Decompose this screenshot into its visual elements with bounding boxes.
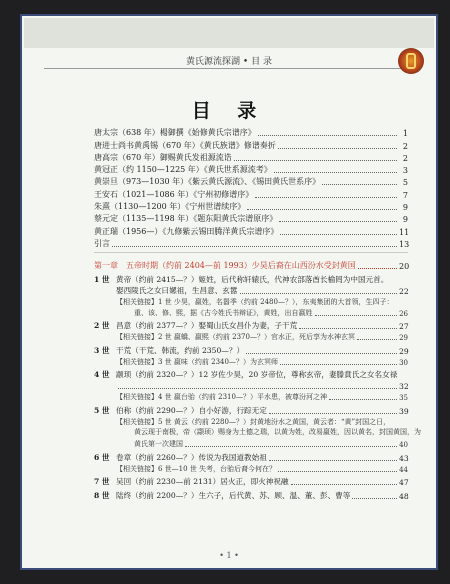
logo-emblem (398, 48, 424, 74)
generation-entry[interactable] (94, 273, 408, 285)
related-link-continuation (94, 307, 408, 318)
leader-dots (279, 221, 397, 222)
generation-entry[interactable] (94, 320, 408, 332)
page-number: 9 (402, 215, 408, 225)
toc-entry[interactable] (94, 237, 408, 249)
entry-continuation (94, 380, 408, 391)
toc-entry[interactable] (94, 151, 408, 163)
leader-dots (352, 498, 397, 499)
toc-entries (94, 126, 421, 501)
leader-dots (269, 460, 397, 461)
generation-entry[interactable] (94, 451, 408, 463)
page-number: 2 (402, 141, 408, 151)
page-number: 22 (399, 286, 409, 296)
page-number: 39 (399, 406, 409, 416)
leader-dots (357, 339, 397, 340)
generation-entry[interactable] (94, 369, 408, 381)
leader-dots (255, 197, 397, 198)
entry-text: 陆终（约前 2200—？）生六子，后代黄、苏、顾、温、董、彭、曹等 (116, 490, 351, 500)
link-text: 【相关链接】1 世 少昊，嬴姓，名嚣季（约前 2480—？），东夷集团的大首领，生四子： (116, 297, 394, 306)
page-number: 3 (402, 166, 408, 176)
generation-number: 2 世 (94, 321, 110, 331)
page-number: 48 (399, 491, 409, 501)
page-number: 40 (399, 440, 408, 449)
related-link-entry[interactable] (94, 296, 408, 307)
page-number: 5 (402, 178, 408, 188)
page-number: 43 (399, 453, 409, 463)
entry-text: 引言 (94, 238, 110, 248)
page-number: 11 (399, 227, 410, 237)
page-number: 13 (399, 239, 410, 249)
page-number: 9 (402, 203, 408, 213)
logo-mark-icon (406, 53, 416, 69)
page-number: 35 (399, 394, 408, 403)
page-number: 7 (402, 190, 408, 200)
generation-entry[interactable] (94, 476, 408, 488)
page-number: 26 (399, 309, 408, 318)
related-link-continuation (94, 438, 408, 449)
related-link-entry[interactable] (94, 463, 408, 474)
generation-number: 7 世 (94, 477, 110, 487)
leader-dots (240, 293, 398, 294)
toc-entry[interactable] (94, 187, 408, 199)
generation-number: 6 世 (94, 452, 110, 462)
toc-entry[interactable] (94, 138, 408, 150)
entry-continuation (94, 285, 408, 296)
leader-dots (291, 484, 397, 485)
generation-number: 8 世 (94, 490, 110, 500)
leader-dots (315, 315, 398, 316)
leader-dots (185, 446, 397, 447)
leader-dots (246, 353, 397, 354)
running-header: 黄氏源流探湖 • 目 录 (186, 57, 272, 67)
leader-dots (299, 328, 397, 329)
leader-dots (278, 148, 397, 149)
page-number: 47 (399, 478, 409, 488)
toc-entry[interactable] (94, 200, 408, 212)
generation-number: 1 世 (94, 274, 110, 284)
leader-dots (269, 413, 397, 414)
leader-dots (329, 399, 397, 400)
leader-dots (322, 184, 397, 185)
section-rule (94, 252, 408, 253)
entry-text: 唐太宗（638 年）楊御撰《始修黄氏宗谱序》 (94, 128, 256, 138)
page-number: 44 (399, 465, 408, 474)
entry-text: 唐进士尚书黄禹锡（670 年）《黄氏族谱》修谱奏折 (94, 140, 276, 150)
toc-entry[interactable] (94, 224, 408, 236)
toc-entry[interactable] (94, 126, 408, 138)
generation-entry[interactable] (94, 489, 408, 501)
leader-dots (280, 364, 397, 365)
generation-number: 5 世 (94, 405, 110, 415)
page-header-band (24, 18, 434, 48)
link-text: 【相关链接】4 世 嬴台骀（约前 2310—？）平水患，被尊汾河之神 (116, 393, 327, 402)
page-footer-number: • 1 • (219, 551, 239, 560)
leader-dots (258, 135, 397, 136)
link-text: 重、该、修、熙，据《古今姓氏书辩证》，黄姓，出自嬴姓 (134, 308, 313, 317)
entry-text: 吴回（约前 2230—前 2131）居火正，即火神祝融 (116, 477, 289, 487)
leader-dots (112, 246, 397, 247)
header-rule (44, 68, 414, 69)
entry-text: 昌意（约前 2377—？）娶蜀山氏女昌仆为妻，子干荒 (116, 321, 298, 331)
entry-text: 黄崇旦（973—1030 年）《紫云黄氏源流》、《锡田黄氏世系序》 (94, 177, 321, 187)
toc-entry[interactable] (94, 175, 408, 187)
entry-text: 黄帝（约前 2415—？）姬姓，后代称轩辕氏，代神农部落酋长榆罔为中国元首。 (116, 274, 389, 284)
page-number: 32 (399, 382, 409, 392)
leader-dots (274, 172, 397, 173)
chapter-title: 第一章 五帝时期（约前 2404—前 1993）少昊后裔在山西汾水受封黄国 (94, 260, 356, 270)
link-text: 黄氏第一次建国 (134, 439, 183, 448)
entry-text: 伯称（约前 2290—？）自小好游，行踪无定 (116, 405, 267, 415)
related-link-entry[interactable] (94, 331, 408, 342)
page-number: 20 (399, 261, 410, 271)
related-link-entry[interactable] (94, 391, 408, 402)
generation-entry[interactable] (94, 404, 408, 416)
generation-number: 3 世 (94, 345, 110, 355)
toc-entry[interactable] (94, 212, 408, 224)
entry-text: 蔡元定（1135—1198 年）《题东阳黄氏宗谱原序》 (94, 214, 278, 224)
page-number: 29 (399, 334, 408, 343)
page-number: 30 (399, 358, 408, 367)
page-number: 27 (399, 322, 409, 332)
related-link-continuation: 黄云现于南极，帝（颛顼）赐身为土德之瑞，以黄为姓，改易嬴姓，因以黄名，封国黄国，为 (134, 427, 421, 436)
link-text: 【相关链接】6 世—10 世 失考，台骀后裔今何在？ (116, 464, 277, 473)
entry-text: 王安石（1021—1086 年）《宁州初修谱序》 (94, 189, 254, 199)
toc-title: 目 录 (191, 100, 267, 122)
link-text: 【相关链接】5 世 黄云（约前 2280—？）封黄地汾水之黄国，黄云者：“黄”封国之日， (116, 417, 391, 426)
related-link-entry[interactable] (94, 416, 408, 427)
page-number: 1 (402, 129, 408, 139)
book-page (20, 14, 438, 570)
leader-dots (234, 160, 397, 161)
entry-text: 干荒（干荒、韩流，约前 2350—？） (116, 345, 245, 355)
page-number: 29 (399, 346, 409, 356)
link-text: 【相关链接】2 世 嬴蟜、嬴熙（约前 2370—？）官水正，死后享为水神玄冥 (116, 333, 355, 342)
leader-dots (278, 471, 397, 472)
toc-entry[interactable] (94, 163, 408, 175)
chapter-entry[interactable] (94, 258, 408, 271)
related-link-entry[interactable] (94, 356, 408, 367)
entry-text: 卷章（约前 2260—？）传说为我国道教始祖 (116, 452, 267, 462)
page-number: 2 (402, 153, 408, 163)
entry-text: 黄冠正（约 1150—1225 年）《黄氏世系源流考》 (94, 165, 272, 175)
generation-number: 4 世 (94, 370, 110, 380)
entry-text: 娶西陵氏之女曰嫘祖，生昌意、玄嚣 (116, 285, 238, 295)
leader-dots (118, 388, 397, 389)
entry-text: 黄正瑞（1956—）《九修紫云锡田腾洋黄氏宗谱序》 (94, 226, 279, 236)
entry-text: 颛顼（约前 2320—？）12 岁佐少昊，20 岁帝位，尊称玄帝，妻滕賁氏之女名女禄 (116, 370, 398, 380)
leader-dots (247, 209, 397, 210)
generation-entry[interactable] (94, 344, 408, 356)
entry-text: 唐高宗（670 年）御赐黄氏发祖源流诰 (94, 152, 232, 162)
leader-dots (280, 234, 397, 235)
link-text: 【相关链接】3 世 嬴味（约前 2340—？）为玄冥师 (116, 357, 278, 366)
leader-dots (358, 268, 397, 269)
entry-text: 朱熹（1130—1200 年）《宁州世谱续序》 (94, 202, 246, 212)
